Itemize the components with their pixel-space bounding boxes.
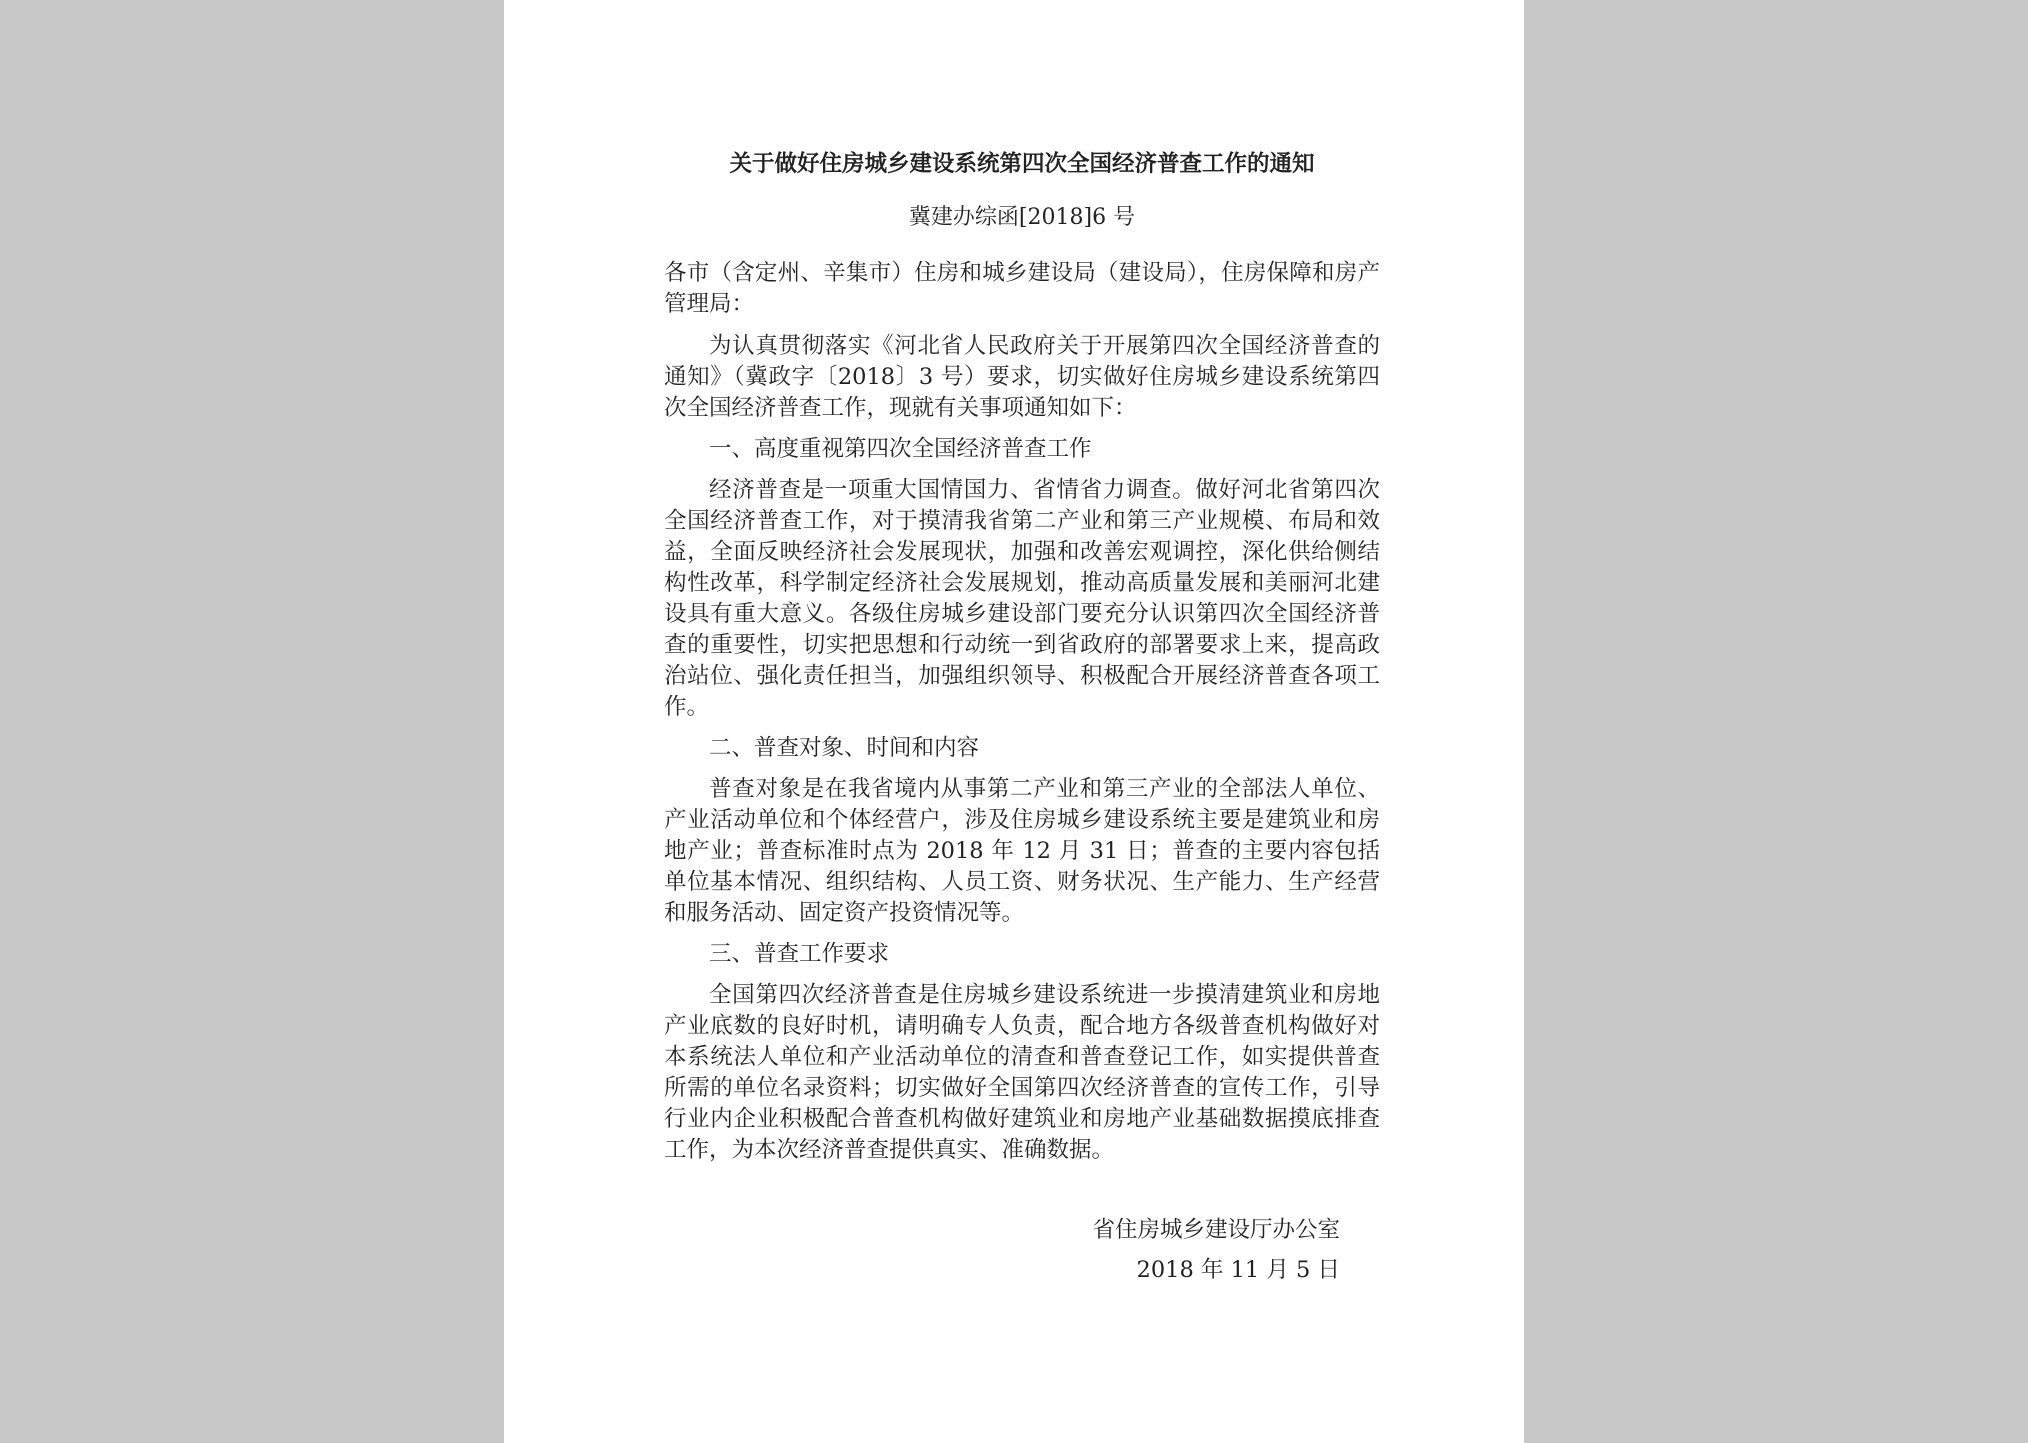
intro-paragraph: 为认真贯彻落实《河北省人民政府关于开展第四次全国经济普查的通知》（冀政字〔2018〕3 号）要求，切实做好住房城乡建设系统第四次全国经济普查工作，现就有关事项通知如下： bbox=[664, 333, 1380, 421]
section-heading-1: 一、高度重视第四次全国经济普查工作 bbox=[709, 436, 1092, 462]
section-heading-2: 二、普查对象、时间和内容 bbox=[709, 735, 980, 761]
document-body bbox=[664, 258, 1380, 1166]
signature-office: 省住房城乡建设厅办公室 bbox=[1092, 1217, 1340, 1243]
section-body-1: 经济普查是一项重大国情国力、省情省力调查。做好河北省第四次全国经济普查工作，对于摸清我省第二产业和第三产业规模、布局和效益，全面反映经济社会发展现状，加强和改善宏观调控，深化供给侧结构性改革，科学制定经济社会发展规划，推动高质量发展和美丽河北建设具有重大意义。各级住房城乡建设部门要充分认识第四次全国经济普查的重要性，切实把思想和行动统一到省政府的部署要求上来，提高政治站位、强化责任担当，加强组织领导、积极配合开展经济普查各项工作。 bbox=[664, 477, 1380, 720]
document-page bbox=[504, 0, 1524, 1443]
section-body-2: 普查对象是在我省境内从事第二产业和第三产业的全部法人单位、产业活动单位和个体经营户，涉及住房城乡建设系统主要是建筑业和房地产业；普查标准时点为 2018 年 12 月 31 日；普查的主要内容包括单位基本情况、组织结构、人员工资、财务状况、生产能力、生产经营和服务活动、固定资产投资情况等。 bbox=[664, 776, 1380, 926]
signature-date: 2018 年 11 月 5 日 bbox=[1136, 1257, 1340, 1283]
document-title: 关于做好住房城乡建设系统第四次全国经济普查工作的通知 bbox=[729, 151, 1315, 177]
document-number: 冀建办综函[2018]6 号 bbox=[908, 205, 1136, 230]
signature-block bbox=[1092, 1210, 1340, 1290]
salutation: 各市（含定州、辛集市）住房和城乡建设局（建设局），住房保障和房产管理局： bbox=[664, 260, 1380, 317]
section-body-3: 全国第四次经济普查是住房城乡建设系统进一步摸清建筑业和房地产业底数的良好时机，请明确专人负责，配合地方各级普查机构做好对本系统法人单位和产业活动单位的清查和普查登记工作，如实提供普查所需的单位名录资料；切实做好全国第四次经济普查的宣传工作，引导行业内企业积极配合普查机构做好建筑业和房地产业基础数据摸底排查工作，为本次经济普查提供真实、准确数据。 bbox=[664, 982, 1380, 1163]
section-heading-3: 三、普查工作要求 bbox=[709, 941, 890, 967]
